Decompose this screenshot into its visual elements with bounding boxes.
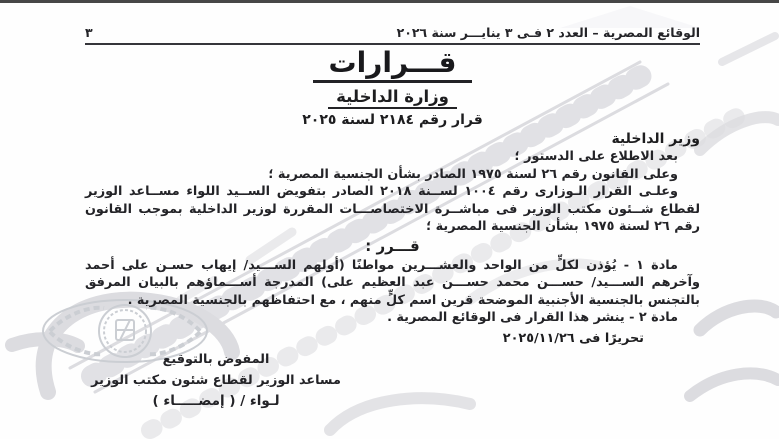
ministry-title: وزارة الداخلية: [85, 87, 700, 109]
running-header: [85, 25, 700, 40]
decision-heading: قـــرر :: [365, 236, 420, 255]
article-2-text: - ينشر هذا القرار فى الوقائع المصرية .: [387, 310, 635, 325]
issued-date: تحريرًا فى ٢٠٢٥/١١/٢٦: [502, 330, 644, 346]
article-1: [85, 257, 700, 310]
preamble-line-constitution: بعد الاطلاع على الدستور ؛: [514, 149, 678, 164]
gazette-issue-title: الوقائع المصرية – العدد ٢ فـى ٣ ينايـــر سنة ٢٠٢٦: [396, 25, 700, 40]
article-1-text: - يُؤذن لكلٍّ من الواحد والعشـــرين مواطنًا (أولهم الســـيد/ إيهاب حسـن على أحمد وآخرهم الســـيد/ حســـن محمد حســـن عبد العظيم على) المدرجة أســـماؤهم بالبيان المرفق بالتجنس بالجنسية الأجنبية الموضحة قرين اسم كلٍّ منهم ، مع احتفاظهم بالجنسية المصرية .: [85, 257, 700, 308]
section-title: قـــرارات: [85, 47, 700, 83]
page-top-edge: [0, 0, 779, 3]
decree-number: قرار رقم ٢١٨٤ لسنة ٢٠٢٥: [302, 112, 483, 128]
article-2: [85, 309, 700, 327]
page-number: ٣: [85, 25, 93, 40]
preamble-line-law-26-1975: وعلى القانون رقم ٢٦ لسنة ١٩٧٥ الصادر بشأن الجنسية المصرية ؛: [268, 166, 678, 182]
preamble-line-decree-1004-2018: وعلـى القرار الـوزارى رقم ١٠٠٤ لســنة ٢٠١٨ الصادر بتفويض الســيد اللواء مســاعد الوزير لقطاع شــئون مكتب الوزير فى مباشــرة الاختصاصـــات المقررة لوزير الداخلية بموجب القانون رقم ٢٦ لسنة ١٩٧٥ بشأن الجنسية المصرية ؛: [85, 184, 700, 234]
header-rule: [85, 43, 700, 45]
signature-title-line: مساعد الوزير لقطاع شئون مكتب الوزير: [91, 373, 341, 388]
signature-authorized-line: المفوض بالتوقيع: [162, 352, 270, 367]
article-1-label: مادة ١: [636, 257, 678, 273]
article-2-label: مادة ٢: [638, 310, 678, 325]
signature-rank-line: لـواء / ( إمضـــــاء ): [152, 393, 280, 409]
signature-block: [58, 349, 374, 412]
decree-issuer: وزير الداخلية: [611, 131, 700, 147]
